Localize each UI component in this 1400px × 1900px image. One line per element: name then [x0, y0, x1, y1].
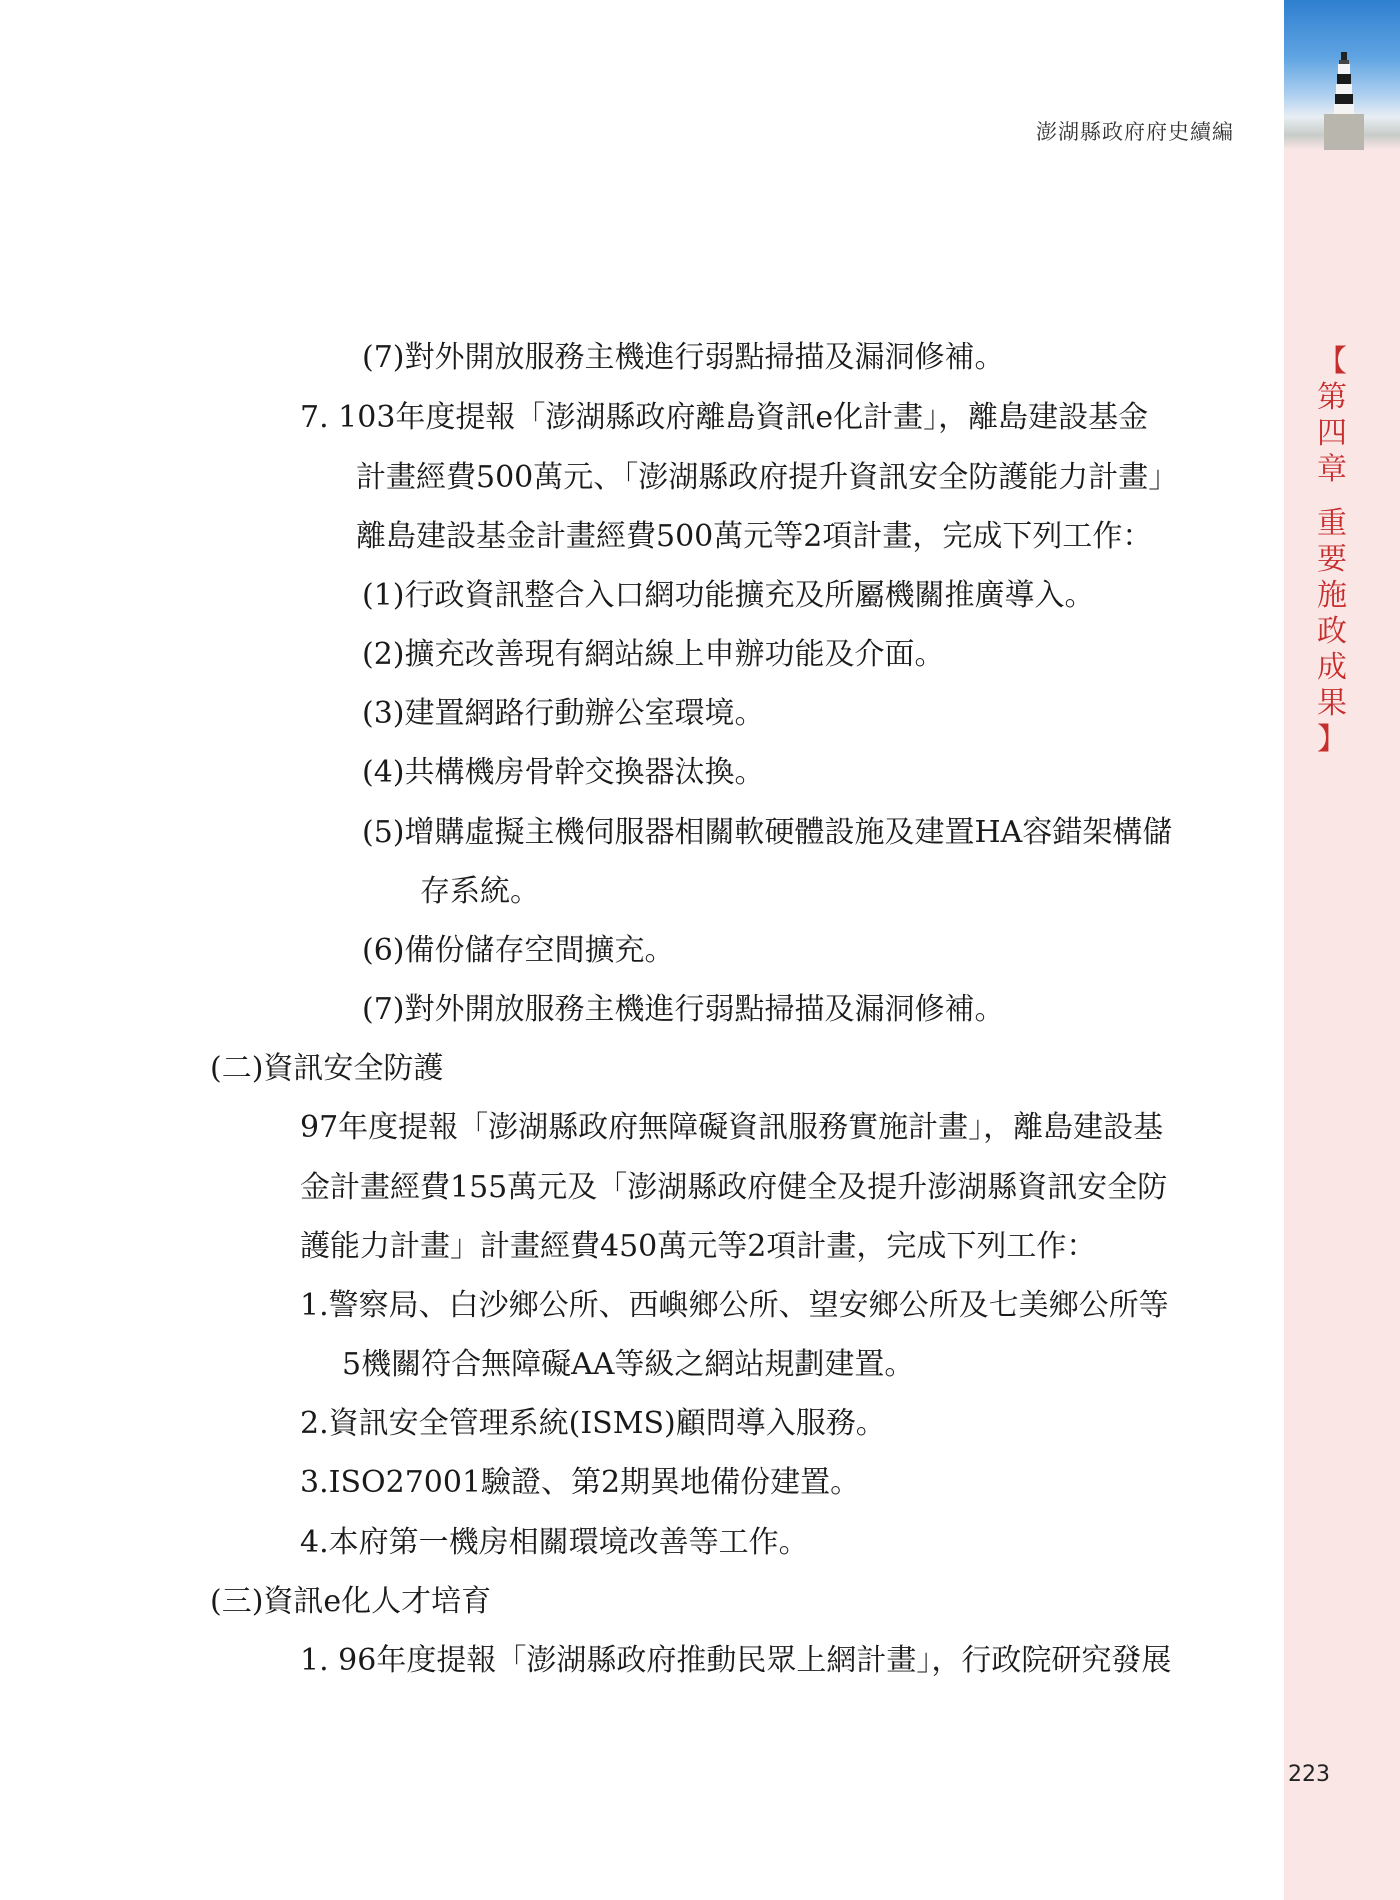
body-line: 4.本府第一機房相關環境改善等工作。 — [300, 1525, 809, 1560]
body-line: 1.警察局、白沙鄉公所、西嶼鄉公所、望安鄉公所及七美鄉公所等 — [300, 1288, 1169, 1323]
chapter-char: 【 — [1317, 344, 1347, 379]
body-line: (6)備份儲存空間擴充。 — [362, 933, 675, 968]
body-line: 3.ISO27001驗證、第2期異地備份建置。 — [300, 1465, 861, 1500]
chapter-char: 重 — [1317, 506, 1347, 541]
side-strip — [1284, 0, 1400, 1900]
chapter-char: 第 — [1317, 380, 1347, 415]
body-line: 金計畫經費155萬元及「澎湖縣政府健全及提升澎湖縣資訊安全防 — [300, 1170, 1168, 1205]
chapter-char: 要 — [1317, 542, 1347, 577]
chapter-char: 章 — [1317, 452, 1347, 487]
chapter-char: 四 — [1317, 416, 1347, 451]
body-line: 存系統。 — [420, 874, 540, 909]
body-line: (7)對外開放服務主機進行弱點掃描及漏洞修補。 — [362, 992, 1005, 1027]
body-line: 97年度提報「澎湖縣政府無障礙資訊服務實施計畫」，離島建設基 — [300, 1110, 1164, 1145]
body-line: 5機關符合無障礙AA等級之網站規劃建置。 — [342, 1347, 915, 1382]
body-line: 護能力計畫」計畫經費450萬元等2項計畫，完成下列工作： — [300, 1229, 1097, 1264]
chapter-char: 】 — [1317, 722, 1347, 757]
chapter-char: 施 — [1317, 578, 1347, 613]
chapter-char — [1312, 488, 1352, 506]
lighthouse-icon — [1324, 52, 1364, 150]
chapter-char: 果 — [1317, 686, 1347, 721]
body-line: (3)建置網路行動辦公室環境。 — [362, 696, 765, 731]
chapter-char: 政 — [1317, 614, 1347, 649]
body-line: 計畫經費500萬元、「澎湖縣政府提升資訊安全防護能力計畫」 — [356, 460, 1179, 495]
body-line: (4)共構機房骨幹交換器汰換。 — [362, 755, 765, 790]
body-line: (7)對外開放服務主機進行弱點掃描及漏洞修補。 — [362, 340, 1005, 375]
page-number: 223 — [1288, 1762, 1330, 1787]
body-line: 7. 103年度提報「澎湖縣政府離島資訊e化計畫」，離島建設基金 — [300, 400, 1149, 435]
body-line: (5)增購虛擬主機伺服器相關軟硬體設施及建置HA容錯架構儲 — [362, 815, 1173, 850]
chapter-tab — [1312, 344, 1352, 758]
section-heading: (三)資訊e化人才培育 — [210, 1584, 492, 1619]
body-line: 離島建設基金計畫經費500萬元等2項計畫，完成下列工作： — [356, 519, 1153, 554]
body-line: 1. 96年度提報「澎湖縣政府推動民眾上網計畫」，行政院研究發展 — [300, 1643, 1172, 1678]
header-title: 澎湖縣政府府史續編 — [1036, 120, 1234, 144]
body-line: (2)擴充改善現有網站線上申辦功能及介面。 — [362, 637, 945, 672]
lighthouse-photo — [1284, 0, 1400, 150]
section-heading: (二)資訊安全防護 — [210, 1051, 444, 1086]
body-line: (1)行政資訊整合入口網功能擴充及所屬機關推廣導入。 — [362, 578, 1095, 613]
chapter-char: 成 — [1317, 650, 1347, 685]
body-line: 2.資訊安全管理系統(ISMS)顧問導入服務。 — [300, 1406, 886, 1441]
